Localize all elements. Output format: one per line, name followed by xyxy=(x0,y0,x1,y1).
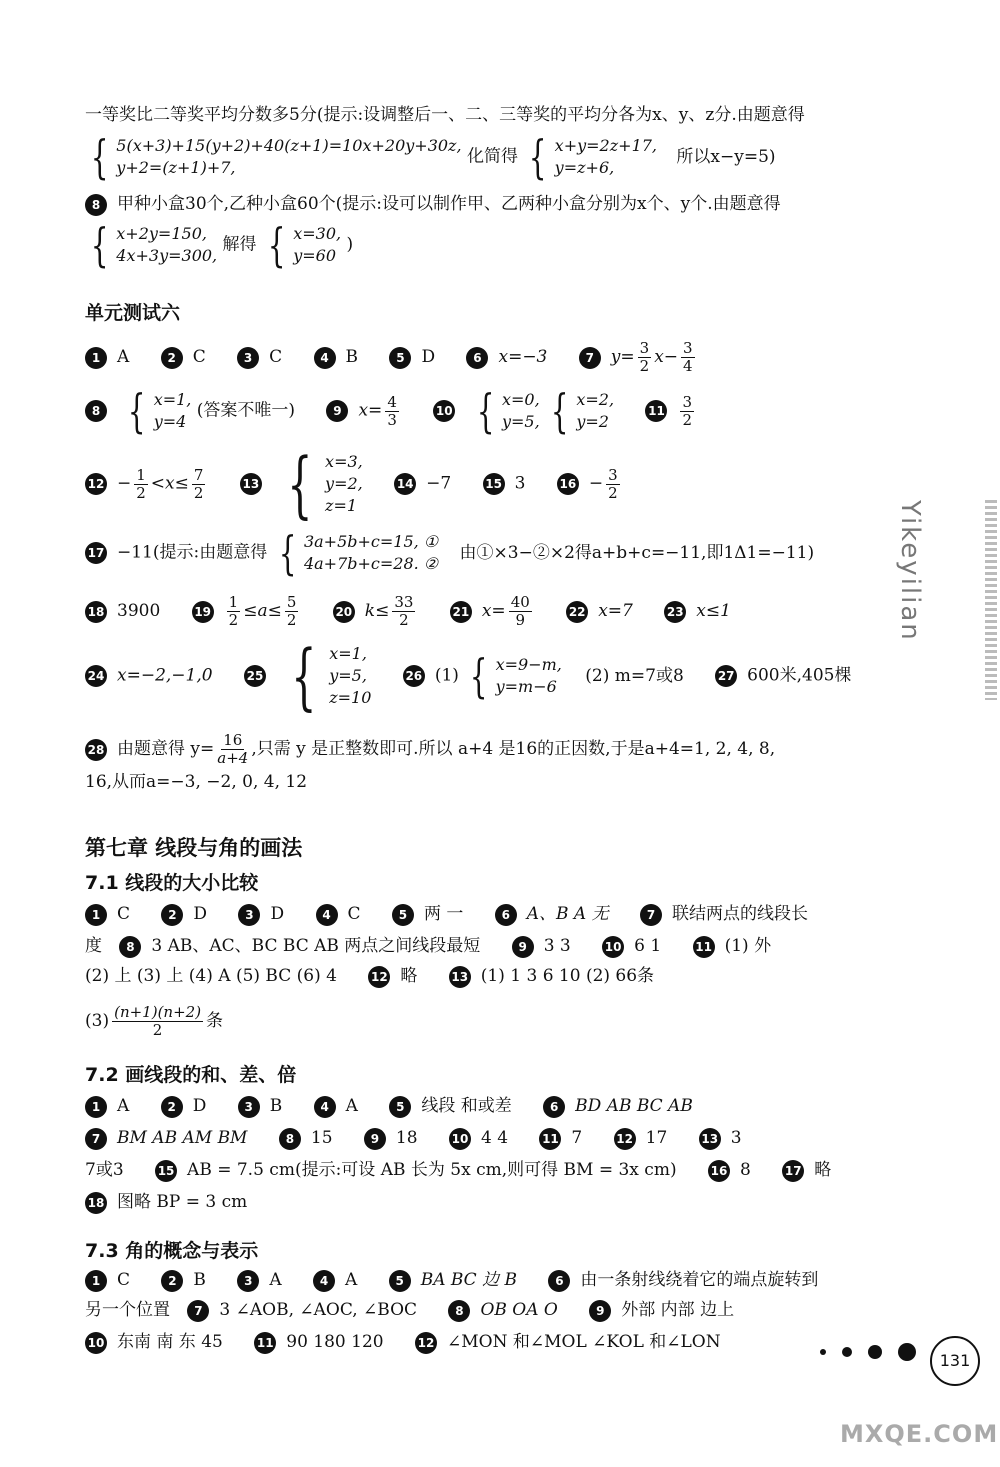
answer: ≤a≤ xyxy=(243,601,282,621)
question-number-badge: 7 xyxy=(85,1128,107,1150)
answer: C xyxy=(117,1270,131,1290)
answer: 3 AB、AC、BC BC AB 两点之间线段最短 xyxy=(151,936,481,956)
question-number-badge: 3 xyxy=(237,1270,259,1292)
question-number-badge: 4 xyxy=(314,1096,336,1118)
answer: 3 xyxy=(730,1128,742,1148)
brace-icon: { xyxy=(90,218,109,272)
answer-line xyxy=(85,192,781,216)
answer: x= xyxy=(481,601,506,621)
equation: x=3, xyxy=(325,452,363,471)
brace-icon: { xyxy=(550,384,569,438)
equation-system xyxy=(262,218,342,272)
brace-icon: { xyxy=(529,130,547,184)
answer: A xyxy=(269,1270,282,1290)
equation-system xyxy=(523,130,658,184)
fraction xyxy=(509,594,532,629)
equation: y=2 xyxy=(576,412,609,431)
question-number-badge: 17 xyxy=(782,1160,804,1182)
answer: (3) xyxy=(85,1011,110,1031)
question-number-badge: 1 xyxy=(85,904,107,926)
answer: 略 xyxy=(400,966,418,986)
question-number-badge: 19 xyxy=(192,601,214,623)
denominator: 2 xyxy=(608,483,618,502)
answer-text: 解得 xyxy=(222,234,257,255)
equation: 4x+3y=300, xyxy=(116,246,218,265)
answer-text: ) xyxy=(346,234,354,255)
answer: C xyxy=(117,904,131,924)
answer: A、B A 无 xyxy=(526,904,609,924)
answer-row xyxy=(85,1190,247,1214)
equation: 5(x+3)+15(y+2)+40(z+1)=10x+20y+30z, xyxy=(116,136,462,155)
equation: 3a+5b+c=15, ① xyxy=(303,532,439,551)
answer: 条 xyxy=(206,1011,224,1031)
answer: (1) 外 xyxy=(724,936,772,956)
dot-icon xyxy=(868,1345,882,1359)
dot-icon xyxy=(898,1343,916,1361)
brace-icon: { xyxy=(90,130,109,184)
question-number-badge: 8 xyxy=(448,1300,470,1322)
equation: x+y=2z+17, xyxy=(554,136,658,155)
answer: 15 xyxy=(310,1128,333,1148)
answer-text: 由①×3−②×2得a+b+c=−11,即1Δ1=−11) xyxy=(459,542,815,563)
answer-text: 化简得 xyxy=(466,146,518,167)
answer-text: 16,从而a=−3, −2, 0, 4, 12 xyxy=(85,772,308,792)
brace-icon: { xyxy=(128,384,146,438)
answer: x= xyxy=(358,400,383,421)
denominator: 4 xyxy=(683,357,693,375)
answer: <x≤ xyxy=(150,473,189,494)
equation: z=10 xyxy=(329,688,372,707)
answer-row xyxy=(85,634,852,718)
answer-row xyxy=(85,442,623,526)
answer-row xyxy=(85,1330,721,1354)
question-number-badge: 4 xyxy=(313,1270,335,1292)
question-number-badge: 11 xyxy=(254,1332,276,1354)
question-number-badge: 14 xyxy=(394,473,416,495)
answer: A xyxy=(345,1270,358,1290)
answer-line-system xyxy=(85,130,776,184)
answer: B xyxy=(193,1270,206,1290)
question-number-badge: 8 xyxy=(85,400,107,422)
answer: 6 1 xyxy=(634,936,662,956)
question-number-badge: 1 xyxy=(85,1096,107,1118)
question-number-badge: 10 xyxy=(602,936,624,958)
answer-row xyxy=(85,1298,734,1322)
page-dots-decoration xyxy=(820,1343,916,1361)
question-number-badge: 10 xyxy=(433,400,455,422)
answer: B xyxy=(269,1096,283,1116)
answer-row xyxy=(85,1004,223,1039)
answer: 东南 南 东 45 xyxy=(117,1332,223,1352)
answer: 3 3 xyxy=(543,936,571,956)
answer: A xyxy=(345,1096,358,1116)
question-number-badge: 2 xyxy=(161,347,183,369)
answer: C xyxy=(347,904,361,924)
answer-text: ,只需 y 是正整数即可.所以 a+4 是16的正因数,于是a+4=1, 2, 4, 8, xyxy=(251,739,776,759)
equation-system xyxy=(277,442,363,526)
equation: y=5, xyxy=(501,412,540,431)
question-number-badge: 9 xyxy=(326,400,348,422)
equation: y=4 xyxy=(153,412,187,431)
answer-row xyxy=(85,1094,693,1118)
question-number-badge: 9 xyxy=(512,936,534,958)
numerator: 7 xyxy=(193,465,204,484)
numerator: 1 xyxy=(228,593,239,611)
fraction xyxy=(285,594,299,629)
answer: D xyxy=(270,904,285,924)
question-number-badge: 8 xyxy=(119,936,141,958)
chapter-title: 第七章 线段与角的画法 xyxy=(85,836,303,860)
question-number-badge: 8 xyxy=(279,1128,301,1150)
answer: 600米,405棵 xyxy=(747,665,852,686)
question-number-badge: 22 xyxy=(566,601,588,623)
equation: y=60 xyxy=(293,246,337,265)
denominator: 2 xyxy=(682,410,693,429)
answer: 7或3 xyxy=(85,1160,124,1180)
denominator: 2 xyxy=(399,611,409,629)
equation: x=30, xyxy=(293,224,342,243)
answer: y= xyxy=(610,347,635,367)
denominator: 2 xyxy=(286,611,297,629)
question-number-badge: 13 xyxy=(699,1128,721,1150)
equation-system xyxy=(471,384,540,438)
answer: 8 xyxy=(739,1160,751,1180)
question-number-badge: 12 xyxy=(415,1332,437,1354)
question-number-badge: 10 xyxy=(449,1128,471,1150)
denominator: 2 xyxy=(228,611,239,629)
fraction xyxy=(134,467,148,502)
answer: 另一个位置 xyxy=(85,1300,170,1320)
answer: ∠MON 和∠MOL ∠KOL 和∠LON xyxy=(447,1332,721,1352)
question-number-badge: 2 xyxy=(161,1270,183,1292)
answer-row xyxy=(85,526,815,580)
numerator: 3 xyxy=(608,465,618,484)
answer: x=−3 xyxy=(498,347,548,367)
equation-system xyxy=(545,384,615,438)
answer: 90 180 120 xyxy=(286,1332,384,1352)
answer-row xyxy=(85,902,808,926)
question-number-badge: 16 xyxy=(557,473,579,495)
answer: x=−2,−1,0 xyxy=(117,665,213,686)
question-number-badge: 26 xyxy=(403,665,425,687)
side-strip xyxy=(985,500,997,700)
answer: BM AB AM BM xyxy=(117,1128,248,1148)
question-number-badge: 4 xyxy=(316,904,338,926)
fraction xyxy=(217,732,248,767)
question-number-badge: 5 xyxy=(389,1270,411,1292)
question-number-badge: 7 xyxy=(640,904,662,926)
denominator: a+4 xyxy=(217,749,249,767)
fraction xyxy=(112,1004,203,1039)
equation: x=1, xyxy=(329,644,367,663)
question-number-badge: 15 xyxy=(155,1160,177,1182)
question-number-badge: 4 xyxy=(314,347,336,369)
answer: x− xyxy=(654,347,679,367)
question-number-badge: 24 xyxy=(85,665,107,687)
answer: BA BC 边 B xyxy=(420,1270,517,1290)
section-title: 7.2 画线段的和、差、倍 xyxy=(85,1064,297,1086)
question-number-badge: 6 xyxy=(548,1270,570,1292)
equation: x+2y=150, xyxy=(116,224,207,243)
answer: 7 xyxy=(571,1128,583,1148)
fraction xyxy=(192,467,206,502)
answer: (1) 1 3 6 10 (2) 66条 xyxy=(480,966,655,986)
question-number-badge: 3 xyxy=(238,904,260,926)
numerator: 16 xyxy=(223,731,243,749)
equation: x=0, xyxy=(501,390,540,409)
equation-system xyxy=(281,634,372,718)
brace-icon: { xyxy=(476,384,495,438)
brace-icon: { xyxy=(278,526,297,580)
section-title: 单元测试六 xyxy=(85,302,181,324)
numerator: (n+1)(n+2) xyxy=(114,1003,202,1021)
question-number-badge: 16 xyxy=(708,1160,730,1182)
answer: −7 xyxy=(426,473,452,494)
numerator: 3 xyxy=(682,392,693,411)
answer-row xyxy=(85,384,697,438)
equation-system xyxy=(85,130,462,184)
question-number-badge: 6 xyxy=(543,1096,565,1118)
equation-system xyxy=(122,384,192,438)
question-number-badge: 6 xyxy=(466,347,488,369)
answer: 略 xyxy=(814,1160,832,1180)
question-number-badge: 7 xyxy=(579,347,601,369)
numerator: 1 xyxy=(136,465,146,484)
answer: 两 一 xyxy=(423,904,464,924)
equation: z=1 xyxy=(325,496,358,515)
equation: y=z+6, xyxy=(554,158,615,177)
question-number-badge: 11 xyxy=(645,400,667,422)
denominator: 2 xyxy=(136,483,146,502)
answer-row xyxy=(85,594,731,629)
answer: (1) xyxy=(434,665,459,686)
dot-icon xyxy=(842,1347,852,1357)
answer-note: (答案不唯一) xyxy=(196,400,296,421)
brace-icon: { xyxy=(470,649,488,703)
answer-row xyxy=(85,732,775,767)
question-number-badge: 12 xyxy=(85,473,107,495)
question-number-badge: 12 xyxy=(614,1128,636,1150)
answer-row xyxy=(85,1158,831,1182)
answer-row xyxy=(85,1268,818,1292)
answer: AB = 7.5 cm(提示:可设 AB 长为 5x cm,则可得 BM = 3x cm) xyxy=(187,1160,677,1180)
fraction xyxy=(392,594,415,629)
answer: x=7 xyxy=(598,601,633,621)
question-number-badge: 10 xyxy=(85,1332,107,1354)
question-number-badge: 18 xyxy=(85,601,107,623)
answer: − xyxy=(588,473,604,494)
section-title: 7.1 线段的大小比较 xyxy=(85,872,259,894)
question-number-badge: 18 xyxy=(85,1192,107,1214)
numerator: 5 xyxy=(286,593,297,611)
question-number-badge: 9 xyxy=(589,1300,611,1322)
denominator: 2 xyxy=(152,1021,163,1039)
answer-row xyxy=(85,934,771,958)
numerator: 3 xyxy=(639,339,650,357)
answer: 外部 内部 边上 xyxy=(621,1300,735,1320)
question-number-badge: 11 xyxy=(693,936,715,958)
fraction xyxy=(638,340,652,375)
equation: x=9−m, xyxy=(495,655,562,674)
answer: 图略 BP = 3 cm xyxy=(117,1192,248,1212)
answer: A xyxy=(117,347,130,367)
question-number-badge: 3 xyxy=(238,1096,260,1118)
side-brand-text: Yikeyilian xyxy=(895,500,925,642)
question-number-badge: 25 xyxy=(244,665,266,687)
question-number-badge: 15 xyxy=(483,473,505,495)
answer: A xyxy=(117,1096,130,1116)
equation-system xyxy=(85,218,218,272)
question-number-badge: 2 xyxy=(161,1096,183,1118)
answer-text: 所以x−y=5) xyxy=(676,146,776,167)
section-title: 7.3 角的概念与表示 xyxy=(85,1240,259,1262)
watermark-text: MXQE.COM xyxy=(840,1420,999,1448)
question-number-badge: 6 xyxy=(495,904,517,926)
page-number: 131 xyxy=(930,1336,980,1386)
question-number-badge: 13 xyxy=(240,473,262,495)
question-number-badge: 27 xyxy=(715,665,737,687)
answer: D xyxy=(193,904,208,924)
question-number-badge: 21 xyxy=(450,601,472,623)
equation-system xyxy=(273,526,439,580)
answer-row xyxy=(85,964,654,988)
numerator: 4 xyxy=(387,392,397,411)
answer: 18 xyxy=(395,1128,418,1148)
question-number-badge: 1 xyxy=(85,1270,107,1292)
question-number-badge: 5 xyxy=(389,1096,411,1118)
question-number-badge: 12 xyxy=(368,966,390,988)
denominator: 2 xyxy=(193,483,204,502)
denominator: 9 xyxy=(515,611,525,629)
equation: 4a+7b+c=28. ② xyxy=(303,554,439,573)
answer: 由一条射线绕着它的端点旋转到 xyxy=(580,1270,819,1290)
equation: y=2, xyxy=(325,474,363,493)
fraction xyxy=(681,340,695,375)
answer: 17 xyxy=(645,1128,668,1148)
answer-row xyxy=(85,1126,742,1150)
answer: C xyxy=(192,347,206,367)
question-number-badge: 17 xyxy=(85,542,107,564)
numerator: 40 xyxy=(510,593,530,611)
equation: x=1, xyxy=(153,390,192,409)
answer: 3 ∠AOB, ∠AOC, ∠BOC xyxy=(219,1300,418,1320)
answer: 线段 和或差 xyxy=(421,1096,512,1116)
numerator: 33 xyxy=(394,593,414,611)
brace-icon: { xyxy=(287,442,313,526)
question-number-badge: 5 xyxy=(392,904,414,926)
question-number-badge: 9 xyxy=(364,1128,386,1150)
answer: 联结两点的线段长 xyxy=(672,904,809,924)
question-number-badge: 7 xyxy=(187,1300,209,1322)
question-number-badge: 23 xyxy=(664,601,686,623)
denominator: 2 xyxy=(639,357,650,375)
answer-text: 一等奖比二等奖平均分数多5分(提示:设调整后一、二、三等奖的平均分各为x、y、z分.由题意得 xyxy=(85,105,805,125)
answer: D xyxy=(421,347,436,367)
question-number-badge: 2 xyxy=(161,904,183,926)
answer: − xyxy=(117,473,132,494)
answer-row xyxy=(85,340,698,375)
answer-text: 由题意得 y= xyxy=(117,739,215,759)
answer: 度 xyxy=(85,936,102,956)
answer: OB OA O xyxy=(480,1300,558,1320)
question-number-badge: 20 xyxy=(333,601,355,623)
equation: x=2, xyxy=(576,390,615,409)
answer: 4 4 xyxy=(480,1128,509,1148)
answer: B xyxy=(345,347,359,367)
question-number-badge: 8 xyxy=(85,194,107,216)
question-number-badge: 5 xyxy=(389,347,411,369)
answer-line-system xyxy=(85,218,354,272)
answer: 3 xyxy=(514,473,526,494)
answer-text: 甲种小盒30个,乙种小盒60个(提示:设可以制作甲、乙两种小盒分别为x个、y个.由题意得 xyxy=(117,194,781,214)
equation: y=5, xyxy=(329,666,367,685)
fraction xyxy=(385,394,399,429)
answer: (2) 上 (3) 上 (4) A (5) BC (6) 4 xyxy=(85,966,337,986)
denominator: 3 xyxy=(387,410,397,429)
question-number-badge: 11 xyxy=(539,1128,561,1150)
brace-icon: { xyxy=(291,634,317,718)
question-number-badge: 3 xyxy=(237,347,259,369)
dot-icon xyxy=(820,1349,826,1355)
answer: 3900 xyxy=(117,601,161,621)
fraction xyxy=(606,467,620,502)
brace-icon: { xyxy=(267,218,286,272)
numerator: 3 xyxy=(683,339,693,357)
equation: y=m−6 xyxy=(495,677,557,696)
answer: k≤ xyxy=(364,601,390,621)
equation: y+2=(z+1)+7, xyxy=(116,158,236,177)
fraction xyxy=(680,394,694,429)
answer: (2) m=7或8 xyxy=(585,665,684,686)
answer: D xyxy=(192,1096,207,1116)
fraction xyxy=(227,594,241,629)
question-number-badge: 13 xyxy=(449,966,471,988)
equation-system xyxy=(464,649,562,703)
answer: C xyxy=(269,347,283,367)
answer: −11(提示:由题意得 xyxy=(117,542,268,563)
question-number-badge: 28 xyxy=(85,739,107,761)
answer: x≤1 xyxy=(696,601,731,621)
answer: BD AB BC AB xyxy=(575,1096,693,1116)
question-number-badge: 1 xyxy=(85,347,107,369)
